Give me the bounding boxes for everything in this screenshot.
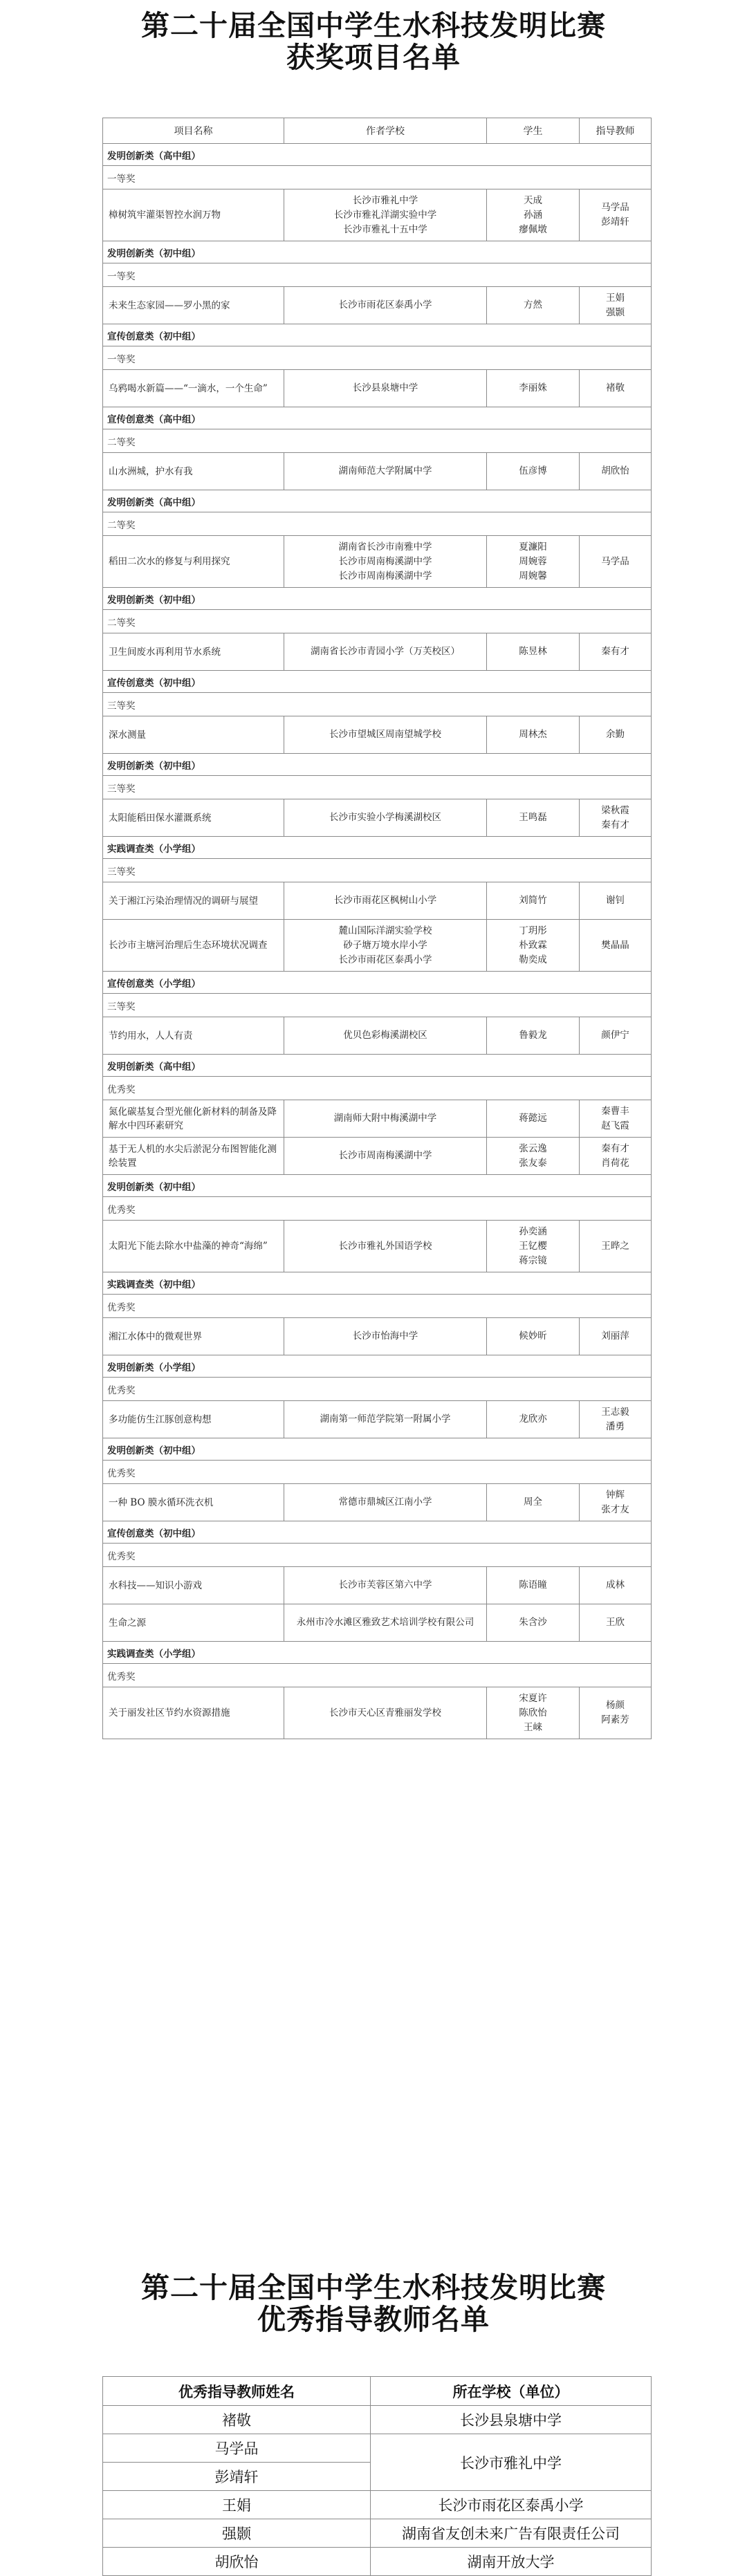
- teachers-cell: [580, 1604, 652, 1642]
- student-name: 伍彦博: [519, 465, 547, 476]
- school-cell: [284, 1318, 487, 1355]
- column-header-teachers: 指导教师: [580, 118, 652, 144]
- student-name: 朴致霖: [519, 939, 547, 951]
- student-name: 周全: [524, 1497, 542, 1508]
- table-row: [103, 633, 652, 671]
- teacher-name: 肖荷花: [601, 1157, 629, 1169]
- award-level-label: 优秀奖: [103, 1461, 652, 1484]
- category-row: [103, 1438, 652, 1461]
- column-header-teacher-school: 所在学校（单位）: [371, 2377, 652, 2406]
- teacher-name: 刘丽萍: [601, 1331, 629, 1342]
- school-name: 永州市冷水滩区雅致艺术培训学校有限公司: [296, 1617, 474, 1628]
- students-cell: [487, 1017, 580, 1055]
- award-level-label: 优秀奖: [103, 1197, 652, 1221]
- student-name: 瘳佩墩: [519, 223, 547, 235]
- teacher-name: 褚敬: [103, 2406, 371, 2434]
- table-row: [103, 920, 652, 972]
- students-cell: [487, 1604, 580, 1642]
- teacher-name: 马学品: [103, 2434, 371, 2463]
- teachers-title-line1: 第二十届全国中学生水科技发明比赛: [141, 2271, 606, 2304]
- student-name: 丁玥彤: [519, 925, 547, 936]
- table-row: [103, 1138, 652, 1175]
- project-name: 基于无人机的水尖后淤泥分布图智能化测绘装置: [103, 1138, 284, 1175]
- category-label: 发明创新类（初中组）: [103, 1175, 652, 1197]
- award-level-row: [103, 994, 652, 1017]
- award-level-row: [103, 1295, 652, 1318]
- teacher-name: 彭靖轩: [103, 2463, 371, 2491]
- teacher-name: 颜伊宁: [601, 1030, 629, 1041]
- students-cell: [487, 453, 580, 490]
- student-name: 朱含沙: [519, 1617, 547, 1628]
- school-name: 长沙市周南梅溪湖中学: [338, 1150, 432, 1161]
- category-row: [103, 490, 652, 512]
- teacher-name: 赵飞霞: [601, 1120, 629, 1131]
- category-row: [103, 1521, 652, 1544]
- school-cell: [284, 1138, 487, 1175]
- school-cell: [284, 1221, 487, 1272]
- award-level-row: [103, 610, 652, 633]
- teachers-cell: [580, 1318, 652, 1355]
- student-name: 夏濂阳: [519, 541, 547, 553]
- project-name: 关于丽发社区节约水资源措施: [103, 1687, 284, 1739]
- project-name: 节约用水，人人有责: [103, 1017, 284, 1055]
- project-name: 多功能仿生江豚创意构想: [103, 1401, 284, 1438]
- table-row: [103, 453, 652, 490]
- category-row: [103, 671, 652, 693]
- school-cell: [284, 1687, 487, 1739]
- school-name: 优贝色彩梅溪湖校区: [343, 1030, 427, 1041]
- teacher-name: 樊晶晶: [601, 939, 629, 951]
- teacher-name: 马学品: [601, 202, 629, 213]
- school-cell: [284, 189, 487, 241]
- school-cell: [284, 882, 487, 920]
- school-name: 湖南第一师范学院第一附属小学: [320, 1414, 451, 1425]
- project-name: 关于湘江污染治理情况的调研与展望: [103, 882, 284, 920]
- teacher-school: 长沙市雅礼中学: [371, 2434, 652, 2491]
- award-level-label: 三等奖: [103, 994, 652, 1017]
- teachers-cell: [580, 287, 652, 324]
- school-name: 湖南师范大学附属中学: [338, 465, 432, 476]
- school-cell: [284, 536, 487, 588]
- student-name: 蒋懿远: [519, 1113, 547, 1124]
- teachers-cell: [580, 882, 652, 920]
- teachers-cell: [580, 189, 652, 241]
- teacher-name: 钟辉: [606, 1489, 625, 1501]
- students-cell: [487, 287, 580, 324]
- award-level-row: [103, 1664, 652, 1687]
- school-name: 长沙市雅礼十五中学: [343, 223, 427, 235]
- students-cell: [487, 189, 580, 241]
- students-cell: [487, 716, 580, 754]
- students-cell: [487, 799, 580, 837]
- teachers-cell: [580, 1484, 652, 1521]
- school-name: 长沙市雨花区泰禹小学: [338, 299, 432, 311]
- category-label: 发明创新类（初中组）: [103, 588, 652, 610]
- school-cell: [284, 1401, 487, 1438]
- project-name: 卫生间废水再利用节水系统: [103, 633, 284, 671]
- category-row: [103, 324, 652, 346]
- teacher-name: 褚敬: [606, 382, 625, 393]
- award-level-row: [103, 776, 652, 799]
- student-name: 龙欣亦: [519, 1414, 547, 1425]
- teacher-name: 潘勇: [606, 1420, 625, 1432]
- teachers-title-line2: 优秀指导教师名单: [257, 2303, 490, 2336]
- school-name: 长沙市雨花区枫树山小学: [333, 895, 437, 906]
- school-cell: [284, 799, 487, 837]
- award-level-row: [103, 429, 652, 453]
- table-row: [103, 1221, 652, 1272]
- award-level-label: 一等奖: [103, 346, 652, 370]
- category-row: [103, 241, 652, 263]
- student-name: 蒋宗镜: [519, 1254, 547, 1266]
- category-label: 实践调查类（初中组）: [103, 1272, 652, 1295]
- school-cell: [284, 1017, 487, 1055]
- project-name: 乌鸦喝水新篇——“一滴水，一个生命”: [103, 370, 284, 407]
- school-cell: [284, 1100, 487, 1138]
- column-header-students: 学生: [487, 118, 580, 144]
- project-name: 太阳能稻田保水灌溉系统: [103, 799, 284, 837]
- teacher-name: 秦有才: [601, 819, 629, 831]
- award-level-label: 三等奖: [103, 859, 652, 882]
- school-cell: [284, 633, 487, 671]
- awards-header-row: [103, 118, 652, 144]
- student-name: 陈语瞳: [519, 1579, 547, 1591]
- category-row: [103, 1355, 652, 1378]
- teacher-name: 强颢: [606, 306, 625, 318]
- teacher-school: 湖南开放大学: [371, 2548, 652, 2576]
- student-name: 孙涵: [524, 209, 542, 221]
- project-name: 氮化碳基复合型光催化新材料的制备及降解水中四环素研究: [103, 1100, 284, 1138]
- students-cell: [487, 1221, 580, 1272]
- table-row: [103, 536, 652, 588]
- teacher-name: 王志毅: [601, 1406, 629, 1418]
- category-label: 发明创新类（初中组）: [103, 1438, 652, 1461]
- teachers-title: [0, 2272, 747, 2335]
- student-name: 宋夏许: [519, 1692, 547, 1704]
- school-name: 湖南师大附中梅溪湖中学: [333, 1113, 437, 1124]
- award-level-label: 二等奖: [103, 512, 652, 536]
- students-cell: [487, 536, 580, 588]
- table-row: [103, 716, 652, 754]
- school-cell: [284, 716, 487, 754]
- teacher-name: 王晔之: [601, 1240, 629, 1252]
- school-cell: [284, 1604, 487, 1642]
- students-cell: [487, 370, 580, 407]
- table-row: [103, 1484, 652, 1521]
- award-level-row: [103, 693, 652, 716]
- category-row: [103, 972, 652, 994]
- student-name: 陈欣怡: [519, 1707, 547, 1718]
- school-name: 长沙市实验小学梅溪湖校区: [329, 812, 441, 823]
- teachers-cell: [580, 1100, 652, 1138]
- teachers-cell: [580, 1401, 652, 1438]
- student-name: 孙奕涵: [519, 1225, 547, 1237]
- teacher-name: 谢钊: [606, 895, 625, 906]
- school-cell: [284, 1484, 487, 1521]
- category-label: 宣传创意类（小学组）: [103, 972, 652, 994]
- category-row: [103, 837, 652, 859]
- teachers-cell: [580, 1567, 652, 1604]
- award-level-label: 优秀奖: [103, 1077, 652, 1100]
- table-row: [103, 1567, 652, 1604]
- column-header-project: 项目名称: [103, 118, 284, 144]
- award-level-label: 优秀奖: [103, 1664, 652, 1687]
- school-name: 湖南省长沙市南雅中学: [338, 541, 432, 553]
- student-name: 王鸣磊: [519, 812, 547, 823]
- project-name: 深水测量: [103, 716, 284, 754]
- category-label: 宣传创意类（初中组）: [103, 1521, 652, 1544]
- school-cell: [284, 287, 487, 324]
- award-level-label: 优秀奖: [103, 1378, 652, 1401]
- category-row: [103, 1055, 652, 1077]
- student-name: 周林杰: [519, 729, 547, 740]
- student-name: 周婉蓉: [519, 555, 547, 567]
- teacher-name: 彭靖轩: [601, 216, 629, 228]
- teacher-name: 马学品: [601, 555, 629, 567]
- category-label: 宣传创意类（高中组）: [103, 407, 652, 429]
- category-label: 发明创新类（初中组）: [103, 241, 652, 263]
- school-name: 长沙市芙蓉区第六中学: [338, 1579, 432, 1591]
- project-name: 生命之源: [103, 1604, 284, 1642]
- awards-table: [102, 118, 652, 1739]
- project-name: 湘江水体中的微观世界: [103, 1318, 284, 1355]
- teachers-cell: [580, 716, 652, 754]
- school-name: 长沙市天心区青雅丽发学校: [329, 1707, 441, 1718]
- category-row: [103, 144, 652, 166]
- teacher-name: 胡欣怡: [103, 2548, 371, 2576]
- students-cell: [487, 1484, 580, 1521]
- category-label: 发明创新类（高中组）: [103, 1055, 652, 1077]
- category-row: [103, 1175, 652, 1197]
- teacher-row: [103, 2519, 652, 2548]
- student-name: 候妙昕: [519, 1331, 547, 1342]
- student-name: 陈昱林: [519, 646, 547, 657]
- teachers-cell: [580, 633, 652, 671]
- teacher-name: 余勤: [606, 729, 625, 740]
- awards-body: [103, 144, 652, 1739]
- column-header-teacher-name: 优秀指导教师姓名: [103, 2377, 371, 2406]
- school-name: 长沙市雅礼中学: [352, 194, 418, 206]
- project-name: 长沙市主塘河治理后生态环境状况调查: [103, 920, 284, 972]
- table-row: [103, 799, 652, 837]
- school-name: 长沙市怡海中学: [352, 1331, 418, 1342]
- teacher-name: 杨颜: [606, 1700, 625, 1711]
- award-level-row: [103, 512, 652, 536]
- student-name: 张友泰: [519, 1157, 547, 1169]
- award-level-row: [103, 1461, 652, 1484]
- students-cell: [487, 1401, 580, 1438]
- students-cell: [487, 633, 580, 671]
- teacher-school: 长沙县泉塘中学: [371, 2406, 652, 2434]
- award-level-label: 三等奖: [103, 693, 652, 716]
- category-row: [103, 407, 652, 429]
- school-name: 砂子塘万境水岸小学: [343, 939, 427, 951]
- school-cell: [284, 1567, 487, 1604]
- teacher-name: 王娟: [606, 292, 625, 304]
- table-row: [103, 1687, 652, 1739]
- teacher-row: [103, 2434, 652, 2463]
- school-name: 长沙县泉塘中学: [352, 382, 418, 393]
- table-row: [103, 1604, 652, 1642]
- award-level-row: [103, 346, 652, 370]
- teacher-name: 秦有才: [601, 1142, 629, 1154]
- column-header-school: 作者学校: [284, 118, 487, 144]
- category-row: [103, 754, 652, 776]
- teachers-cell: [580, 370, 652, 407]
- teacher-name: 王娟: [103, 2491, 371, 2519]
- table-row: [103, 370, 652, 407]
- school-name: 长沙市雨花区泰禹小学: [338, 954, 432, 965]
- award-level-label: 优秀奖: [103, 1544, 652, 1567]
- teacher-name: 秦有才: [601, 646, 629, 657]
- teachers-cell: [580, 1017, 652, 1055]
- student-name: 张云逸: [519, 1142, 547, 1154]
- table-row: [103, 287, 652, 324]
- teachers-cell: [580, 536, 652, 588]
- teachers-body: [103, 2406, 652, 2576]
- award-level-row: [103, 1197, 652, 1221]
- student-name: 刘简竹: [519, 895, 547, 906]
- project-name: 稻田二次水的修复与利用探究: [103, 536, 284, 588]
- teacher-name: 强颢: [103, 2519, 371, 2548]
- school-name: 长沙市周南梅溪湖中学: [338, 555, 432, 567]
- students-cell: [487, 1318, 580, 1355]
- project-name: 樟树筑牢灌渠智控水润万物: [103, 189, 284, 241]
- teacher-row: [103, 2491, 652, 2519]
- student-name: 李丽姝: [519, 382, 547, 393]
- teachers-cell: [580, 1687, 652, 1739]
- teachers-cell: [580, 453, 652, 490]
- students-cell: [487, 1138, 580, 1175]
- project-name: 山水洲城，护水有我: [103, 453, 284, 490]
- teacher-name: 王欣: [606, 1617, 625, 1628]
- teachers-header-row: [103, 2377, 652, 2406]
- students-cell: [487, 1567, 580, 1604]
- award-level-row: [103, 166, 652, 189]
- school-cell: [284, 920, 487, 972]
- students-cell: [487, 1687, 580, 1739]
- category-label: 发明创新类（高中组）: [103, 144, 652, 166]
- teacher-school: 湖南省友创未来广告有限责任公司: [371, 2519, 652, 2548]
- table-row: [103, 1318, 652, 1355]
- school-name: 长沙市周南梅溪湖中学: [338, 570, 432, 582]
- award-level-label: 优秀奖: [103, 1295, 652, 1318]
- table-row: [103, 882, 652, 920]
- award-level-label: 一等奖: [103, 166, 652, 189]
- teachers-cell: [580, 1138, 652, 1175]
- students-cell: [487, 1100, 580, 1138]
- category-label: 宣传创意类（初中组）: [103, 671, 652, 693]
- teachers-cell: [580, 799, 652, 837]
- project-name: 未来生态家园——罗小黑的家: [103, 287, 284, 324]
- student-name: 鲁毅龙: [519, 1030, 547, 1041]
- teacher-name: 胡欣怡: [601, 465, 629, 476]
- school-cell: [284, 453, 487, 490]
- school-name: 麓山国际洋湖实验学校: [338, 925, 432, 936]
- award-level-label: 三等奖: [103, 776, 652, 799]
- school-name: 长沙市望城区周南望城学校: [329, 729, 441, 740]
- category-row: [103, 1272, 652, 1295]
- awards-title-line1: 第二十届全国中学生水科技发明比赛: [141, 9, 606, 42]
- teacher-name: 成林: [606, 1579, 625, 1591]
- teacher-school: 长沙市雨花区泰禹小学: [371, 2491, 652, 2519]
- teacher-name: 阿素芳: [601, 1714, 629, 1725]
- student-name: 方然: [524, 299, 542, 311]
- students-cell: [487, 882, 580, 920]
- school-cell: [284, 370, 487, 407]
- student-name: 王钇樱: [519, 1240, 547, 1252]
- award-level-label: 二等奖: [103, 429, 652, 453]
- award-level-row: [103, 859, 652, 882]
- category-row: [103, 1642, 652, 1664]
- category-label: 发明创新类（小学组）: [103, 1355, 652, 1378]
- award-level-label: 一等奖: [103, 263, 652, 287]
- table-row: [103, 1017, 652, 1055]
- teachers-cell: [580, 920, 652, 972]
- teacher-name: 梁秋霞: [601, 804, 629, 816]
- award-level-row: [103, 1544, 652, 1567]
- student-name: 周婉馨: [519, 570, 547, 582]
- category-label: 宣传创意类（初中组）: [103, 324, 652, 346]
- award-level-row: [103, 1077, 652, 1100]
- table-row: [103, 189, 652, 241]
- award-level-row: [103, 263, 652, 287]
- table-row: [103, 1401, 652, 1438]
- category-label: 实践调查类（小学组）: [103, 1642, 652, 1664]
- teacher-name: 秦曹丰: [601, 1105, 629, 1117]
- teachers-table: [102, 2376, 652, 2576]
- table-row: [103, 1100, 652, 1138]
- category-label: 实践调查类（小学组）: [103, 837, 652, 859]
- student-name: 勒奕成: [519, 954, 547, 965]
- teacher-name: 张才友: [601, 1503, 629, 1515]
- school-name: 长沙市雅礼外国语学校: [338, 1240, 432, 1252]
- school-name: 长沙市雅礼洋湖实验中学: [333, 209, 437, 221]
- category-label: 发明创新类（高中组）: [103, 490, 652, 512]
- school-name: 湖南省长沙市青园小学（万芙校区）: [311, 646, 460, 657]
- category-label: 发明创新类（初中组）: [103, 754, 652, 776]
- teacher-row: [103, 2406, 652, 2434]
- school-name: 常德市鼎城区江南小学: [338, 1497, 432, 1508]
- award-level-row: [103, 1378, 652, 1401]
- students-cell: [487, 920, 580, 972]
- project-name: 水科技——知识小游戏: [103, 1567, 284, 1604]
- student-name: 天成: [524, 194, 542, 206]
- project-name: 一种 BO 膜水循环洗衣机: [103, 1484, 284, 1521]
- awards-title-line2: 获奖项目名单: [286, 41, 461, 74]
- category-row: [103, 588, 652, 610]
- project-name: 太阳光下能去除水中盐藻的神奇“海绵”: [103, 1221, 284, 1272]
- award-level-label: 二等奖: [103, 610, 652, 633]
- teachers-cell: [580, 1221, 652, 1272]
- teacher-row: [103, 2548, 652, 2576]
- student-name: 王崃: [524, 1721, 542, 1733]
